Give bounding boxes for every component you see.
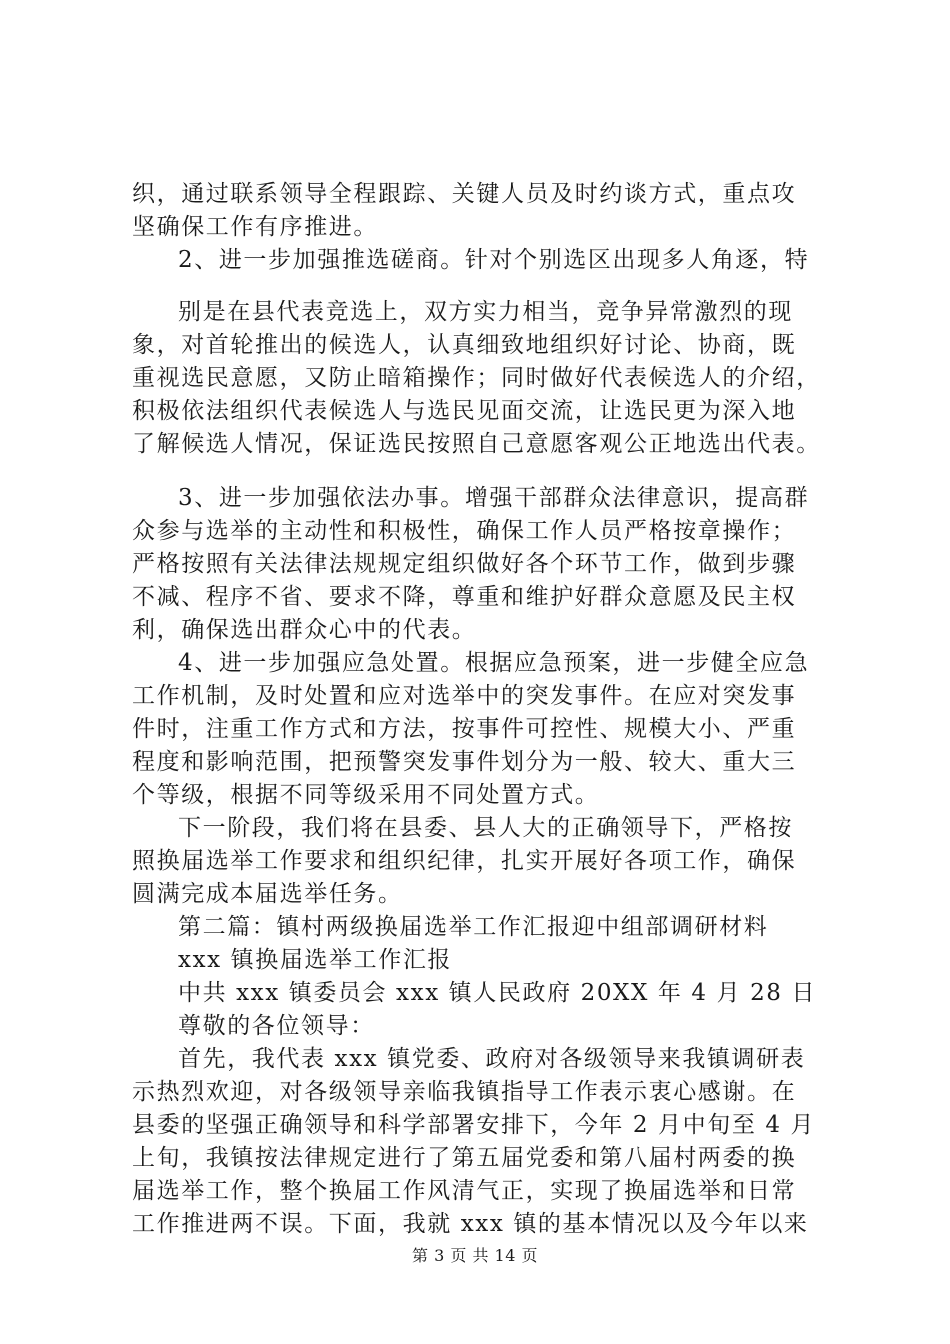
text-line: 4、进一步加强应急处置。根据应急预案，进一步健全应急	[178, 650, 810, 676]
text-line: 了解候选人情况，保证选民按照自己意愿客观公正地选出代表。	[132, 431, 821, 457]
text-line: 严格按照有关法律法规规定组织做好各个环节工作，做到步骤	[132, 551, 797, 577]
text-line: 上旬，我镇按法律规定进行了第五届党委和第八届村两委的换	[132, 1145, 797, 1171]
text-line: 照换届选举工作要求和组织纪律，扎实开展好各项工作，确保	[132, 848, 797, 874]
text-line: 积极依法组织代表候选人与选民见面交流，让选民更为深入地	[132, 398, 797, 424]
text-line: 县委的坚强正确领导和科学部署安排下，今年 2 月中旬至 4 月	[132, 1112, 816, 1138]
report-byline: 中共 xxx 镇委员会 xxx 镇人民政府 20XX 年 4 月 28 日	[178, 980, 817, 1006]
text-line: 象，对首轮推出的候选人，认真细致地组织好讨论、协商，既	[132, 332, 797, 358]
text-line: 工作推进两不误。下面，我就 xxx 镇的基本情况以及今年以来	[132, 1211, 809, 1237]
page-number: 第 3 页 共 14 页	[412, 1246, 538, 1265]
text-line: 3、进一步加强依法办事。增强干部群众法律意识，提高群	[178, 485, 810, 511]
section-title: 第二篇：镇村两级换届选举工作汇报迎中组部调研材料	[178, 914, 769, 940]
text-line: 圆满完成本届选举任务。	[132, 881, 403, 907]
report-title: xxx 镇换届选举工作汇报	[178, 947, 453, 973]
text-line: 2、进一步加强推选磋商。针对个别选区出现多人角逐，特	[178, 247, 810, 273]
text-line: 重视选民意愿，又防止暗箱操作；同时做好代表候选人的介绍，	[132, 365, 821, 391]
text-line: 织，通过联系领导全程跟踪、关键人员及时约谈方式，重点攻	[132, 181, 797, 207]
text-line: 首先，我代表 xxx 镇党委、政府对各级领导来我镇调研表	[178, 1046, 806, 1072]
text-line: 不减、程序不省、要求不降，尊重和维护好群众意愿及民主权	[132, 584, 797, 610]
text-line: 利，确保选出群众心中的代表。	[132, 617, 477, 643]
text-line: 届选举工作，整个换届工作风清气正，实现了换届选举和日常	[132, 1178, 797, 1204]
text-line: 众参与选举的主动性和积极性，确保工作人员严格按章操作；	[132, 518, 797, 544]
text-line: 示热烈欢迎，对各级领导亲临我镇指导工作表示衷心感谢。在	[132, 1079, 797, 1105]
salutation: 尊敬的各位领导：	[178, 1013, 375, 1039]
text-line: 别是在县代表竞选上，双方实力相当，竞争异常激烈的现	[178, 299, 793, 325]
text-line: 下一阶段，我们将在县委、县人大的正确领导下，严格按	[178, 815, 793, 841]
text-line: 程度和影响范围，把预警突发事件划分为一般、较大、重大三	[132, 749, 797, 775]
text-line: 个等级，根据不同等级采用不同处置方式。	[132, 782, 600, 808]
text-line: 坚确保工作有序推进。	[132, 214, 378, 240]
text-line: 件时，注重工作方式和方法，按事件可控性、规模大小、严重	[132, 716, 797, 742]
text-line: 工作机制，及时处置和应对选举中的突发事件。在应对突发事	[132, 683, 797, 709]
